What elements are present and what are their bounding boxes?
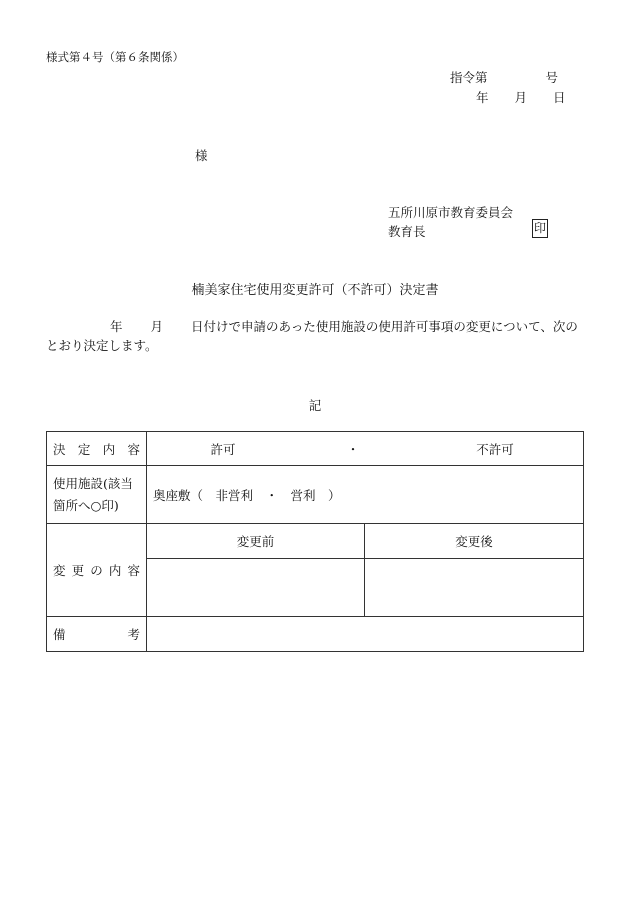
issuer-title: 教育長 xyxy=(388,224,426,239)
change-before-input[interactable] xyxy=(147,559,365,617)
document-body xyxy=(46,317,586,355)
remarks-label-cell xyxy=(47,617,147,652)
facility-label-line2: 箇所へ○印) xyxy=(53,497,119,513)
issue-date xyxy=(476,88,566,106)
facility-value-cell[interactable] xyxy=(147,466,584,524)
order-suffix: 号 xyxy=(545,70,559,85)
body-month: 月 xyxy=(150,319,164,334)
form-number: 様式第４号（第６条関係） xyxy=(46,50,184,64)
remarks-input[interactable] xyxy=(147,617,584,652)
change-header-row xyxy=(47,524,584,559)
remarks-label: 備 考 xyxy=(53,627,140,642)
body-year: 年 xyxy=(110,319,123,334)
facility-label-line1: 使用施設(該当 xyxy=(53,475,133,491)
order-prefix: 指令第 xyxy=(450,70,488,85)
decision-label: 決 定 内 容 xyxy=(53,441,140,457)
change-label-cell xyxy=(47,524,147,617)
body-text: 日付けで申請のあった使用施設の使用許可事項の変更について、次のとおり決定します。 xyxy=(46,319,578,353)
facility-value: 奥座敷（ 非営利 ・ 営利 ） xyxy=(153,487,341,503)
change-label: 変 更 の 内 容 xyxy=(53,563,140,578)
facility-row xyxy=(47,466,584,524)
decision-value-cell[interactable] xyxy=(147,432,584,466)
date-day: 日 xyxy=(553,90,566,105)
decision-row xyxy=(47,432,584,466)
decision-permit[interactable]: 許可 xyxy=(210,441,236,457)
date-month: 月 xyxy=(514,90,528,105)
decision-label-cell xyxy=(47,432,147,466)
addressee-honorific: 様 xyxy=(195,148,208,163)
change-after-input[interactable] xyxy=(365,559,584,617)
change-before-header: 変更前 xyxy=(147,524,365,559)
order-number xyxy=(450,68,558,86)
change-after-header: 変更後 xyxy=(365,524,584,559)
facility-label-cell xyxy=(47,466,147,524)
decision-separator: ・ xyxy=(346,441,360,457)
decision-table xyxy=(46,431,584,652)
decision-deny[interactable]: 不許可 xyxy=(476,441,514,457)
date-year: 年 xyxy=(476,90,489,105)
ki-heading: 記 xyxy=(308,398,322,413)
issuer-organization: 五所川原市教育委員会 xyxy=(388,205,514,220)
seal-mark: 印 xyxy=(532,219,548,238)
remarks-row xyxy=(47,617,584,652)
document-title: 楠美家住宅使用変更許可（不許可）決定書 xyxy=(191,283,439,298)
